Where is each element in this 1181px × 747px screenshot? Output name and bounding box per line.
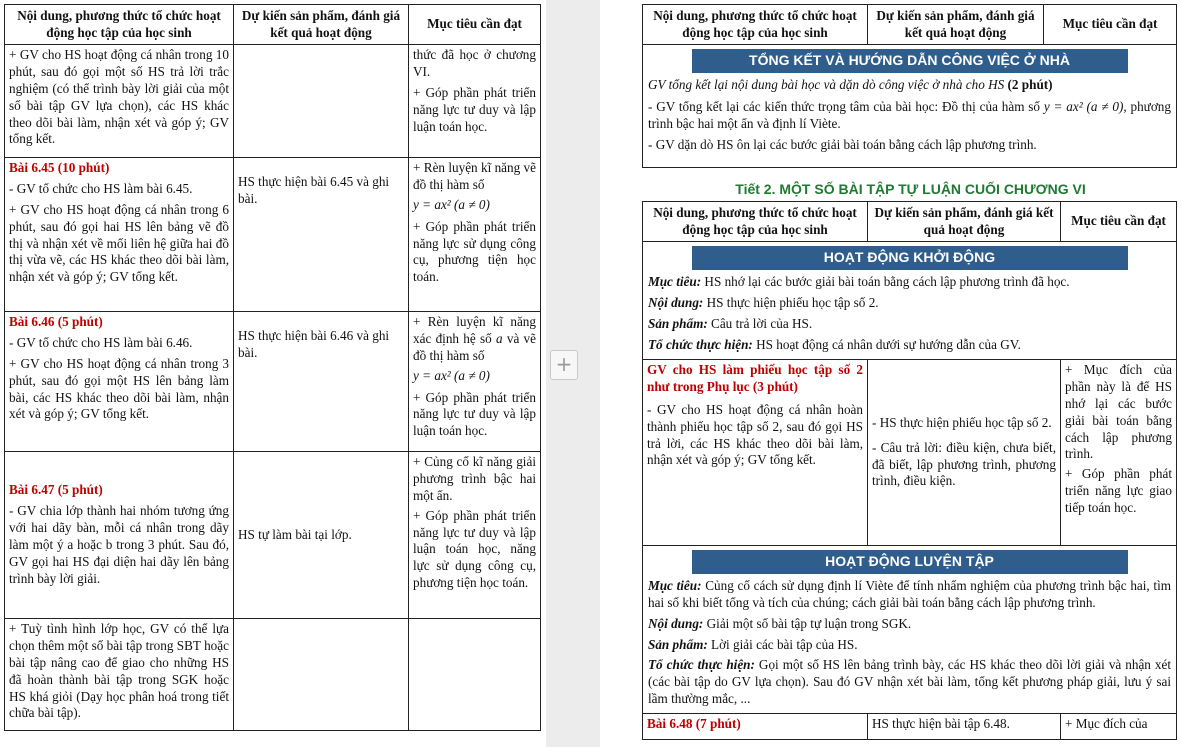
- practice-product: [648, 637, 1171, 654]
- goal-text: [413, 314, 536, 365]
- content-text: - GV tổ chức cho HS làm bài 6.46.: [9, 334, 193, 350]
- header-content: Nội dung, phương thức tổ chức hoạt động học tập của học sinh: [643, 202, 868, 242]
- summary-bar: TỔNG KẾT VÀ HƯỚNG DẪN CÔNG VIỆC Ở NHÀ: [692, 49, 1128, 73]
- label: Sản phẩm:: [648, 636, 708, 652]
- goal-text: thức đã học ở chương VI.: [413, 47, 536, 79]
- lesson-table-right: [642, 201, 1177, 740]
- table-row: [5, 619, 541, 731]
- goal-text: + Góp phần phát triển năng lực sử dụng công cụ, phương tiện học toán.: [413, 218, 536, 285]
- startup-section: [643, 242, 1177, 360]
- document-page-right: [600, 0, 1181, 747]
- text: Củng cố cách sử dụng định lí Viète để tính nhẩm nghiệm của phương trình bậc hai, tìm hai số khi biết tổng và tích của chúng; cách giải bài toán bằng cách lập phương trình.: [648, 577, 1172, 610]
- product-text: - Câu trả lời: điều kiện, chưa biết, đã biết, lập phương trình, phương trình, điều kiện.: [872, 439, 1056, 489]
- practice-section: [643, 546, 1177, 714]
- cell-content: + Tuỳ tình hình lớp học, GV có thể lựa chọn thêm một số bài tập trong SBT hoặc bài tập nâng cao để giao cho những HS đã hoàn thành bài tập trong SGK hoặc HS khá giỏi (Dạy học phân hoá trong tiết chữa bài tập).: [5, 619, 234, 731]
- cell-goal: [409, 452, 541, 619]
- summary-point: - GV dặn dò HS ôn lại các bước giải bài toán bằng cách lập phương trình.: [648, 136, 1037, 152]
- content-text: + GV cho HS hoạt động cá nhân trong 3 phút, sau đó gọi một HS lên bảng làm bài, các HS khác theo dõi bài làm, nhận xét và góp ý; GV tổng kết.: [9, 355, 229, 422]
- startup-org: [648, 337, 1171, 354]
- goal-text: + Rèn luyện kĩ năng vẽ đồ thị hàm số: [413, 160, 536, 192]
- formula: y = ax² (a ≠ 0): [413, 196, 490, 212]
- label: Sản phẩm:: [648, 315, 708, 331]
- content-text: + GV cho HS hoạt động cá nhân trong 6 phút, sau đó gọi hai HS lên bảng vẽ đồ thị và nhận xét về mối liên hệ giữa hai đồ thị vừa vẽ, các HS khác theo dõi bài làm, nhận xét và góp ý; GV tổng kết.: [9, 201, 229, 285]
- cell-goal: + Mục đích của: [1061, 714, 1177, 740]
- cell-goal: [409, 158, 541, 312]
- label: Tổ chức thực hiện:: [648, 657, 755, 673]
- summary-point-text: - GV tổng kết lại các kiến thức trọng tâm của bài học: Đồ thị của hàm số: [648, 98, 1041, 114]
- table-row: [643, 714, 1177, 740]
- goal-text: + Góp phần phát triển năng lực tư duy và lập luận toán học.: [413, 84, 536, 134]
- goal-text: + Củng cố kĩ năng giải phương trình bậc hai một ẩn.: [413, 454, 536, 503]
- header-product: Dự kiến sản phẩm, đánh giá kết quả hoạt động: [868, 202, 1061, 242]
- product-text: HS thực hiện bài 6.45 và ghi bài.: [238, 174, 390, 206]
- practice-content: [648, 616, 1171, 633]
- header-product: Dự kiến sản phẩm, đánh giá kết quả hoạt động: [234, 5, 409, 45]
- goal-text-part: + Rèn luyện kĩ năng xác định hệ số: [413, 314, 536, 346]
- startup-product: [648, 316, 1171, 333]
- table-row: [5, 312, 541, 452]
- table-row: [5, 45, 541, 158]
- goal-text: + Góp phần phát triển năng lực tư duy và lập luận toán học.: [413, 389, 536, 439]
- summary-point-text: , phương trình bậc hai một ẩn và định lí Viète.: [648, 98, 1171, 131]
- cell-product: [868, 360, 1061, 546]
- text: HS hoạt động cá nhân dưới sự hướng dẫn của GV.: [756, 336, 1021, 352]
- practice-goal: [648, 578, 1171, 612]
- cell-product: HS thực hiện bài tập 6.48.: [868, 714, 1061, 740]
- startup-goal: [648, 274, 1171, 291]
- cell-product: [234, 619, 409, 731]
- summary-point: [648, 99, 1171, 133]
- formula: y = ax² (a ≠ 0): [1043, 98, 1124, 114]
- math-a: a: [495, 330, 503, 346]
- goal-text: + Góp phần phát triển năng lực giao tiếp toán học.: [1065, 466, 1172, 516]
- table-row: [5, 158, 541, 312]
- label: Mục tiêu:: [648, 577, 702, 593]
- goal-text: + Góp phần phát triển năng lực tư duy và lập luận toán học, năng lực sử dụng công cụ, phương tiện học toán.: [413, 507, 536, 591]
- exercise-title: Bài 6.47 (5 phút): [9, 482, 103, 498]
- cell-content: [5, 158, 234, 312]
- summary-table: [642, 4, 1177, 168]
- cell-product: [234, 158, 409, 312]
- header-product: Dự kiến sản phẩm, đánh giá kết quả hoạt động: [868, 5, 1044, 45]
- exercise-title: Bài 6.45 (10 phút): [9, 160, 110, 175]
- startup-content: [648, 295, 1171, 312]
- cell-content: [5, 452, 234, 619]
- text: HS thực hiện phiếu học tập số 2.: [706, 294, 879, 310]
- label: Nội dung:: [648, 615, 704, 631]
- header-content: Nội dung, phương thức tổ chức hoạt động học tập của học sinh: [643, 5, 868, 45]
- formula: y = ax² (a ≠ 0): [413, 367, 490, 383]
- worksheet-title: GV cho HS làm phiếu học tập số 2 như trong Phụ lục (3 phút): [647, 362, 863, 394]
- startup-bar: HOẠT ĐỘNG KHỞI ĐỘNG: [692, 246, 1128, 270]
- cell-content: [643, 360, 868, 546]
- cell-goal: [409, 619, 541, 731]
- cell-content: [5, 312, 234, 452]
- header-goal: Mục tiêu cần đạt: [1044, 5, 1177, 45]
- exercise-title: Bài 6.46 (5 phút): [9, 314, 103, 329]
- text: HS nhớ lại các bước giải bài toán bằng cách lập phương trình đã học.: [704, 273, 1070, 289]
- goal-text-part: và vẽ đồ thị hàm số: [413, 330, 537, 363]
- practice-bar: HOẠT ĐỘNG LUYỆN TẬP: [692, 550, 1128, 574]
- practice-org: [648, 657, 1171, 708]
- summary-intro-text: GV tổng kết lại nội dung bài học và dặn dò công việc ở nhà cho HS: [648, 76, 1005, 92]
- content-text: - GV tổ chức cho HS làm bài 6.45.: [9, 180, 193, 196]
- cell-content: + GV cho HS hoạt động cá nhân trong 10 phút, sau đó gọi một số HS trả lời trắc nghiệm (có thể trình bày lời giải của một số bài tập GV lựa chọn), các HS khác theo dõi bài làm, nhận xét và góp ý; GV tổng kết.: [5, 45, 234, 158]
- product-text: HS thực hiện bài 6.46 và ghi bài.: [238, 328, 390, 360]
- exercise-title: Bài 6.48 (7 phút): [643, 714, 868, 740]
- header-goal: Mục tiêu cần đạt: [409, 5, 541, 45]
- content-text: - GV chia lớp thành hai nhóm tương ứng với hai dãy bàn, mỗi cá nhân trong dãy làm một ý a hoặc b trong 3 phút. Sau đó, GV gọi hai HS đại diện hai dãy lên bảng trình bày lời giải.: [9, 503, 229, 586]
- document-page-left: [0, 0, 546, 747]
- label: Mục tiêu:: [648, 273, 702, 289]
- label: Nội dung:: [648, 294, 704, 310]
- table-row: [643, 360, 1177, 546]
- content-text: - GV cho HS hoạt động cá nhân hoàn thành phiếu học tập số 2, sau đó gọi HS trả lời, các HS khác theo dõi bài làm, nhận xét và góp ý; GV tổng kết.: [647, 401, 863, 468]
- header-content: Nội dung, phương thức tổ chức hoạt động học tập của học sinh: [5, 5, 234, 45]
- header-goal: Mục tiêu cần đạt: [1061, 202, 1177, 242]
- text: Câu trả lời của HS.: [711, 315, 813, 331]
- product-text: - HS thực hiện phiếu học tập số 2.: [872, 414, 1052, 430]
- label: Tổ chức thực hiện:: [648, 336, 753, 352]
- cell-product: HS tự làm bài tại lớp.: [234, 452, 409, 619]
- summary-time: (2 phút): [1007, 76, 1053, 92]
- cell-goal: [1061, 360, 1177, 546]
- goal-text: + Mục đích của phần này là để HS nhớ lại các bước giải bài toán bằng cách lập phương trình.: [1065, 362, 1172, 462]
- section-title: Tiết 2. MỘT SỐ BÀI TẬP TỰ LUẬN CUỐI CHƯƠNG VI: [735, 181, 1086, 197]
- text: Giải một số bài tập tự luận trong SGK.: [706, 615, 912, 631]
- summary-intro: [648, 77, 1171, 94]
- cell-product: [234, 312, 409, 452]
- text: Lời giải các bài tập của HS.: [711, 636, 858, 652]
- summary-section: [643, 45, 1177, 168]
- cell-product: [234, 45, 409, 158]
- lesson-table-left: [4, 4, 541, 731]
- table-row: [5, 452, 541, 619]
- cell-goal: [409, 312, 541, 452]
- cell-goal: [409, 45, 541, 158]
- text: Gọi một số HS lên bảng trình bày, các HS khác theo dõi lời giải và nhận xét (các bài tập do GV lựa chọn). Sau đó GV nhận xét bài làm, tổng kết phương pháp giải, lưu ý sai lầm thường mắc, ...: [648, 657, 1172, 707]
- add-page-button[interactable]: +: [550, 350, 578, 380]
